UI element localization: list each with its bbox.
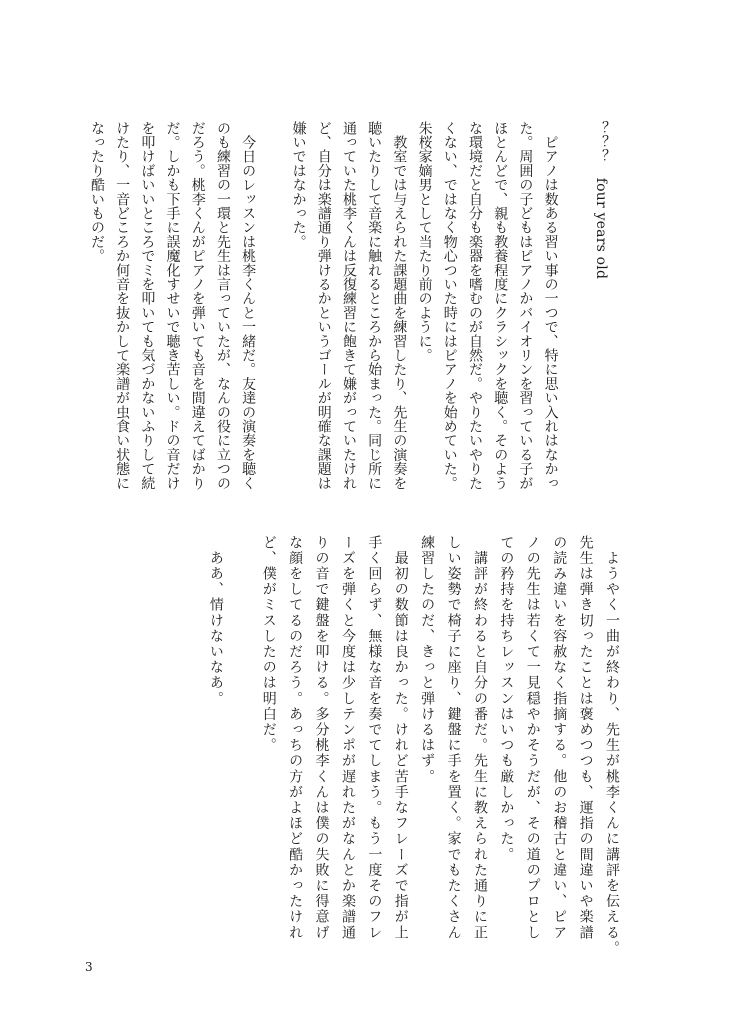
text-line: ほとんどで、親も教養程度にクラシックを聴く。そのよう bbox=[492, 121, 509, 491]
text-line: だ。しかも下手に誤魔化すせいで聴き苦しい。ドの音だけ bbox=[164, 121, 181, 491]
text-line: た。周囲の子どもはピアノかバイオリンを習っている子が bbox=[517, 121, 534, 491]
page-number: 3 bbox=[85, 960, 93, 974]
text-line: を叩けばいいところでミを叩いても気づかないふりして続 bbox=[139, 121, 156, 491]
text-line: ーズを弾くと今度は少しテンポが遅れたがなんとか楽譜通 bbox=[339, 535, 356, 941]
text-line: ノの先生は若くて一見穏やかそうだが、その道のプロとし bbox=[524, 535, 541, 941]
text-line: 先生は弾き切ったことは褒めつつも、運指の間違いや楽譜 bbox=[577, 535, 594, 941]
text-line: 朱桜家嫡男として当たり前のように。 bbox=[416, 121, 433, 363]
text-line: ピアノは数ある習い事の一つで、特に思い入れはなかっ bbox=[542, 121, 559, 491]
blank-line bbox=[260, 121, 285, 490]
text-line: ようやく一曲が終わり、先生が桃李くんに講評を伝える。 bbox=[604, 535, 620, 957]
text-line: の読み違いを容赦なく指摘する。他のお稽古と違い、ピア bbox=[551, 535, 568, 941]
text-line: けたり、一音どころか何音を抜かして楽譜が虫食い状態に bbox=[114, 121, 131, 491]
text-line: 最初の数節は良かった。けれど苦手なフレーズで指が上 bbox=[392, 535, 409, 941]
text-line: 嫌いではなかった。 bbox=[290, 121, 307, 249]
text-line: りの音で鍵盤を叩ける。多分桃李くんは僕の失敗に得意げ bbox=[313, 535, 330, 941]
text-line: 講評が終わると自分の番だ。先生に教えられた通りに正 bbox=[471, 535, 488, 941]
text-line: 聴いたりして音楽に触れるところから始まった。同じ所に bbox=[366, 121, 383, 491]
text-line: 練習したのだ、きっと弾けるはず。 bbox=[419, 535, 436, 785]
text-line: くない、ではなく物心ついた時にはピアノを始めていた。 bbox=[441, 121, 458, 491]
text-block-bottom bbox=[203, 535, 626, 956]
text-line: ああ、情けないなあ。 bbox=[207, 535, 224, 707]
text-line: しい姿勢で椅子に座り、鍵盤に手を置く。家でもたくさん bbox=[445, 535, 462, 941]
text-line: ど、僕がミスしたのは明白だ。 bbox=[260, 535, 277, 754]
text-line: 手く回らず、無様な音を奏でてしまう。もう一度そのフレ bbox=[366, 535, 383, 941]
text-line: だろう。桃李くんがピアノを弾いても音を間違えてばかり bbox=[189, 121, 206, 491]
text-line: な顔をしてるのだろう。あっちの方がよほど酷かったけれ bbox=[287, 535, 304, 941]
text-line: ての矜持を持ちレッスンはいつも厳しかった。 bbox=[498, 535, 515, 863]
text-line: 今日のレッスンは桃李くんと一緒だ。友達の演奏を聴く bbox=[240, 121, 257, 491]
text-line: のも練習の一環と先生は言っていたが、なんの役に立つの bbox=[214, 121, 231, 491]
blank-line bbox=[563, 121, 588, 122]
section-title: ？？？ four years old bbox=[593, 121, 609, 280]
text-line: 通っていた桃李くんは反復練習に飽きて嫌がっていたけれ bbox=[340, 121, 357, 491]
text-block-top bbox=[84, 121, 613, 490]
blank-line bbox=[229, 535, 255, 956]
text-line: なったり酷いものだ。 bbox=[88, 121, 105, 263]
text-line: 教室では与えられた課題曲を練習したり、先生の演奏を bbox=[391, 121, 408, 491]
text-line: ど、自分は楽譜通り弾けるかというゴールが明確な課題は bbox=[315, 121, 332, 491]
text-line: な環境だと自分も楽器を嗜むのが自然だ。やりたいやりた bbox=[466, 121, 483, 491]
